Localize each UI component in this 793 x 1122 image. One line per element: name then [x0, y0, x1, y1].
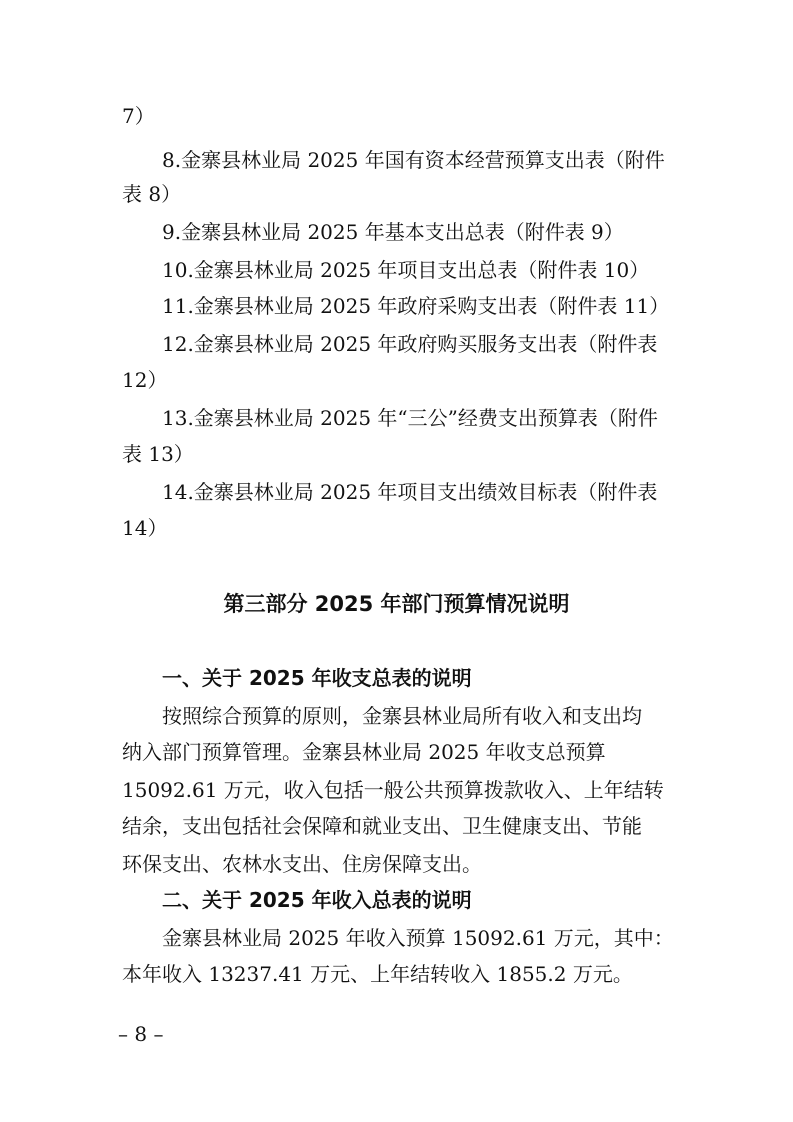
subsection-1-title: 一、关于 2025 年收支总表的说明	[162, 666, 472, 690]
attachment-item-12: 12.金寨县林业局 2025 年政府购买服务支出表（附件表	[162, 332, 658, 356]
attachment-item-7-tail: 7）	[122, 104, 155, 128]
attachment-item-8-cont: 表 8）	[122, 182, 182, 206]
subsection-2-line-1: 金寨县林业局 2025 年收入预算 15092.61 万元，其中：	[162, 926, 674, 950]
page-number: – 8 –	[118, 1022, 164, 1046]
attachment-item-14-cont: 14）	[122, 516, 168, 540]
subsection-2-line-2: 本年收入 13237.41 万元、上年结转收入 1855.2 万元。	[122, 962, 633, 986]
subsection-1-line-4: 结余，支出包括社会保障和就业支出、卫生健康支出、节能	[122, 814, 642, 838]
attachment-item-10: 10.金寨县林业局 2025 年项目支出总表（附件表 10）	[162, 258, 650, 282]
subsection-2-title: 二、关于 2025 年收入总表的说明	[162, 888, 472, 912]
attachment-item-14: 14.金寨县林业局 2025 年项目支出绩效目标表（附件表	[162, 480, 658, 504]
subsection-1-line-5: 环保支出、农林水支出、住房保障支出。	[122, 852, 482, 876]
subsection-1-line-3: 15092.61 万元，收入包括一般公共预算拨款收入、上年结转	[122, 778, 664, 802]
subsection-1-line-2: 纳入部门预算管理。金寨县林业局 2025 年收支总预算	[122, 740, 606, 764]
attachment-item-12-cont: 12）	[122, 368, 168, 392]
section-title: 第三部分 2025 年部门预算情况说明	[223, 592, 570, 616]
attachment-item-11: 11.金寨县林业局 2025 年政府采购支出表（附件表 11）	[162, 294, 670, 318]
attachment-item-8: 8.金寨县林业局 2025 年国有资本经营预算支出表（附件	[162, 148, 665, 172]
attachment-item-13: 13.金寨县林业局 2025 年“三公”经费支出预算表（附件	[162, 406, 658, 430]
subsection-1-line-1: 按照综合预算的原则，金寨县林业局所有收入和支出均	[162, 704, 642, 728]
attachment-item-13-cont: 表 13）	[122, 442, 194, 466]
attachment-item-9: 9.金寨县林业局 2025 年基本支出总表（附件表 9）	[162, 220, 624, 244]
